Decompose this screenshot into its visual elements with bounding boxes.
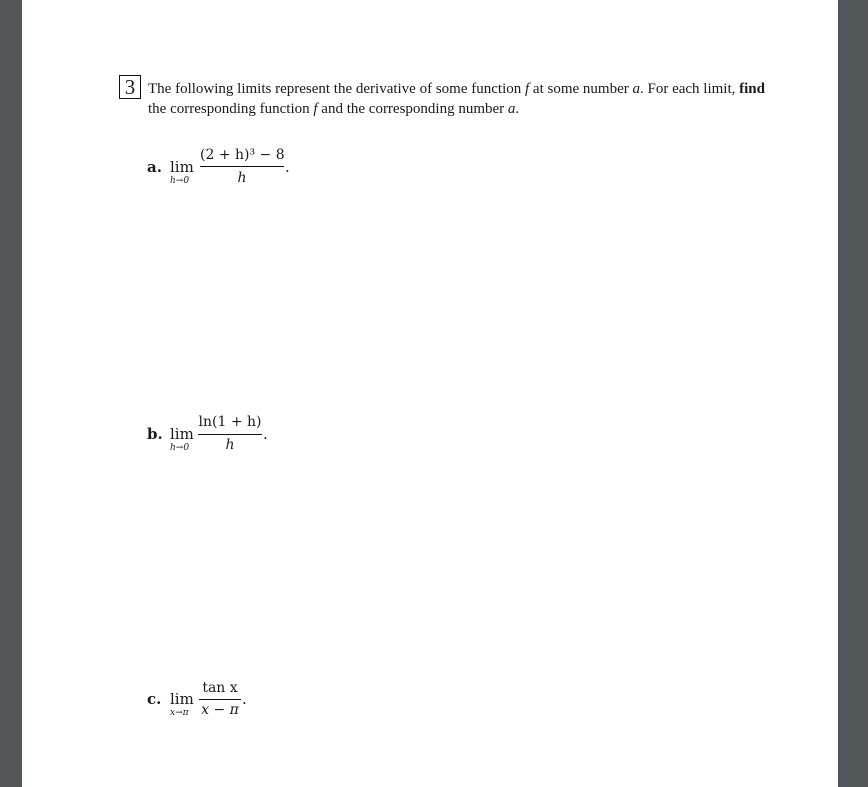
part-b-denominator: h [225,437,235,453]
part-c-label: c. [147,690,162,708]
part-c-numerator: tan x [202,680,238,696]
part-b-lim: lim [170,425,194,443]
part-a-period: . [285,158,290,176]
prompt-text-4: the corresponding function [148,101,314,117]
part-c-lim: lim [170,690,194,708]
part-a-denominator: h [237,170,247,186]
prompt-var-a: a [632,81,640,97]
part-b-lim-subscript: h→0 [170,443,190,453]
document-page [22,0,838,787]
prompt-var-f: f [525,81,530,97]
problem-number-box: 3 [119,75,141,99]
problem-prompt [148,79,768,119]
part-b-period: . [263,425,268,443]
part-c-denominator: x − π [201,702,239,718]
part-b-label: b. [147,425,163,443]
prompt-text-1: The following limits represent the derivative of some function [148,81,525,97]
part-c-fraction-bar [199,699,241,700]
part-a-fraction-bar [200,166,284,167]
prompt-text-2: at some number [529,81,633,97]
part-a-numerator: (2 + h)³ − 8 [200,147,285,163]
prompt-var-f-2: f [313,101,318,117]
prompt-var-a-2: a [507,101,516,117]
part-a-lim-subscript: h→0 [170,176,190,186]
part-b-numerator: ln(1 + h) [198,414,262,430]
prompt-text-5: and the corresponding number [317,101,508,117]
prompt-text-6: . [515,101,520,117]
part-a-lim: lim [170,158,194,176]
part-c-period: . [242,690,247,708]
part-a-label: a. [147,158,162,176]
prompt-text-3: . For each limit, [639,81,740,97]
part-b-fraction-bar [198,434,262,435]
prompt-find-bold: find [739,81,765,97]
part-c-lim-subscript: x→π [170,708,189,718]
